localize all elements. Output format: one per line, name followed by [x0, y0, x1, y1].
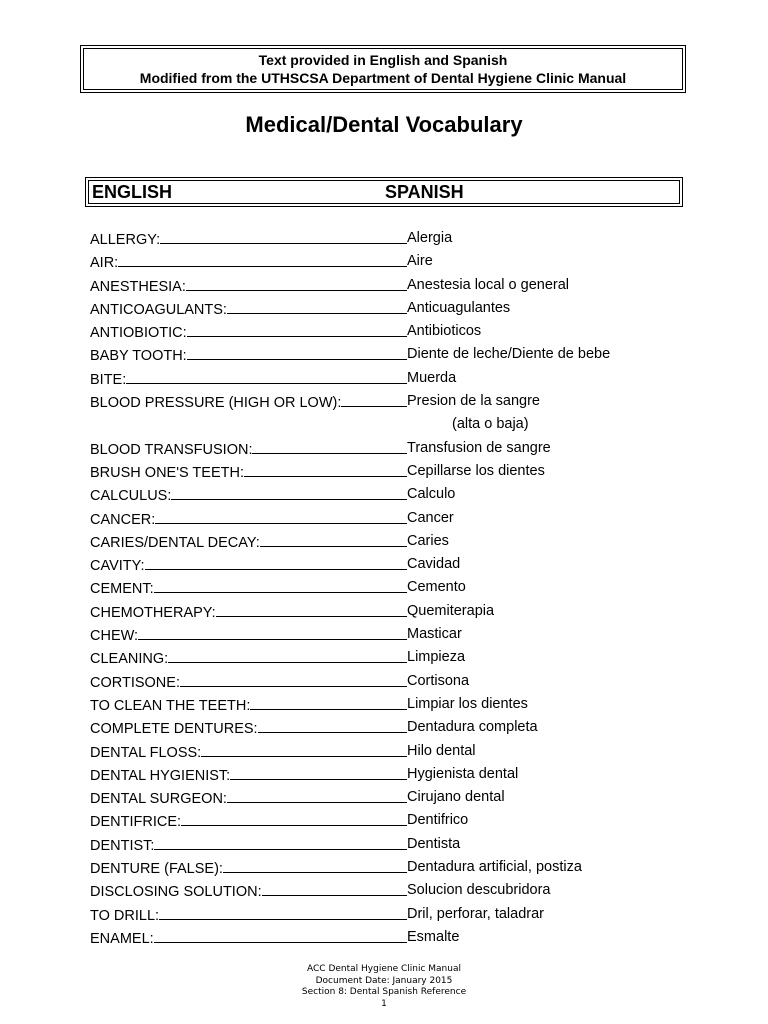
vocab-row — [90, 274, 690, 297]
vocab-row — [90, 553, 690, 576]
vocab-row — [90, 367, 690, 390]
vocab-english-cell — [90, 274, 407, 299]
vocab-row — [90, 390, 690, 437]
vocab-english-term: BLOOD PRESSURE (HIGH OR LOW): — [90, 392, 341, 415]
vocab-english-term: BITE: — [90, 369, 126, 392]
vocab-english-cell — [90, 343, 407, 368]
vocab-english-term: ANTIOBIOTIC: — [90, 322, 187, 345]
vocab-row — [90, 833, 690, 856]
vocab-list — [90, 227, 690, 949]
header-english: ENGLISH — [92, 182, 173, 202]
page-title: Medical/Dental Vocabulary — [245, 112, 523, 137]
vocab-row — [90, 693, 690, 716]
vocab-english-cell — [90, 833, 407, 858]
vocab-english-term: CORTISONE: — [90, 672, 180, 695]
notice-inner — [83, 48, 683, 90]
vocab-spanish-term: Calculo — [407, 486, 456, 503]
fill-in-line — [145, 553, 407, 570]
vocab-spanish-continuation: (alta o baja) — [452, 416, 529, 433]
vocab-spanish-term: Limpieza — [407, 649, 466, 666]
vocab-english-term: DENTURE (FALSE): — [90, 858, 223, 881]
vocab-row — [90, 600, 690, 623]
notice-line-2: Modified from the UTHSCSA Department of Dental Hygiene Clinic Manual — [139, 70, 627, 86]
vocab-spanish-term: Dentadura completa — [407, 719, 538, 736]
footer-date: Document Date: January 2015 — [315, 975, 453, 986]
vocab-spanish-term: Presion de la sangre — [407, 393, 540, 410]
vocab-row — [90, 879, 690, 902]
fill-in-line — [216, 600, 407, 617]
vocab-english-cell — [90, 670, 407, 695]
fill-in-line — [230, 763, 407, 780]
fill-in-line — [341, 390, 407, 407]
vocab-english-term: BABY TOOTH: — [90, 345, 187, 368]
vocab-row — [90, 576, 690, 599]
vocab-english-term: CALCULUS: — [90, 485, 171, 508]
fill-in-line — [180, 670, 407, 687]
vocab-english-term: ANTICOAGULANTS: — [90, 299, 227, 322]
fill-in-line — [138, 623, 407, 640]
vocab-spanish-term: Cepillarse los dientes — [407, 462, 545, 479]
vocab-english-term: COMPLETE DENTURES: — [90, 718, 258, 741]
fill-in-line — [155, 507, 407, 524]
vocab-english-term: CHEW: — [90, 625, 138, 648]
footer-manual: ACC Dental Hygiene Clinic Manual — [307, 964, 461, 974]
vocab-english-cell — [90, 926, 407, 951]
vocab-english-term: DENTIFRICE: — [90, 811, 181, 834]
vocab-row — [90, 809, 690, 832]
fill-in-line — [181, 809, 407, 826]
vocab-spanish-term: Quemiterapia — [407, 602, 495, 619]
vocab-row — [90, 670, 690, 693]
vocab-row — [90, 320, 690, 343]
vocab-english-cell — [90, 576, 407, 601]
fill-in-line — [118, 250, 407, 267]
vocab-spanish-term: Alergia — [407, 230, 453, 246]
fill-in-line — [201, 740, 407, 757]
vocab-english-cell — [90, 763, 407, 788]
vocab-english-cell — [90, 437, 407, 462]
vocab-english-cell — [90, 716, 407, 741]
vocab-row — [90, 507, 690, 530]
vocab-row — [90, 437, 690, 460]
vocab-row — [90, 250, 690, 273]
notice-line-1: Text provided in English and Spanish — [258, 52, 508, 68]
vocab-row — [90, 227, 690, 250]
fill-in-line — [227, 786, 407, 803]
fill-in-line — [252, 437, 407, 454]
vocab-spanish-term: Esmalte — [407, 928, 460, 945]
vocab-row — [90, 483, 690, 506]
vocab-english-cell — [90, 646, 407, 671]
vocab-english-term: ALLERGY: — [90, 229, 160, 252]
vocab-english-term: CEMENT: — [90, 578, 154, 601]
vocab-row — [90, 297, 690, 320]
vocab-english-term: DENTAL SURGEON: — [90, 788, 227, 811]
vocab-row — [90, 740, 690, 763]
fill-in-line — [154, 576, 407, 593]
vocab-row — [90, 856, 690, 879]
vocab-english-term: ENAMEL: — [90, 928, 154, 951]
fill-in-line — [171, 483, 407, 500]
vocab-row — [90, 343, 690, 366]
vocab-spanish-term: Cavidad — [407, 556, 461, 573]
vocab-row — [90, 763, 690, 786]
vocab-english-cell — [90, 903, 407, 928]
vocab-english-term: CAVITY: — [90, 555, 145, 578]
vocab-english-cell — [90, 390, 407, 415]
footer-section: Section 8: Dental Spanish Reference — [301, 987, 467, 997]
vocab-spanish-term: Solucion descubridora — [407, 882, 551, 899]
vocab-spanish-term: Transfusion de sangre — [407, 439, 551, 456]
vocab-english-cell — [90, 600, 407, 625]
vocab-spanish-term: Dentifrico — [407, 812, 469, 829]
vocab-spanish-term: Hilo dental — [407, 742, 476, 759]
fill-in-line — [260, 530, 407, 547]
vocab-spanish-term: Dril, perforar, taladrar — [407, 905, 544, 922]
table-header-inner — [88, 180, 680, 204]
vocab-english-cell — [90, 320, 407, 345]
vocab-spanish-term: Antibioticos — [407, 323, 482, 340]
vocab-spanish-term: Cortisona — [407, 672, 470, 689]
notice-box — [80, 45, 686, 93]
vocab-row — [90, 460, 690, 483]
vocab-english-cell — [90, 460, 407, 485]
vocab-english-cell — [90, 856, 407, 881]
fill-in-line — [168, 646, 407, 663]
vocab-english-cell — [90, 693, 407, 718]
vocab-english-term: TO CLEAN THE TEETH: — [90, 695, 250, 718]
fill-in-line — [227, 297, 407, 314]
vocab-english-term: BRUSH ONE'S TEETH: — [90, 462, 244, 485]
vocab-english-term: DENTIST: — [90, 835, 154, 858]
fill-in-line — [154, 833, 407, 850]
vocab-spanish-term: Limpiar los dientes — [407, 695, 528, 712]
vocab-english-term: ANESTHESIA: — [90, 276, 186, 299]
vocab-english-term: BLOOD TRANSFUSION: — [90, 439, 252, 462]
vocab-spanish-term: Cancer — [407, 509, 454, 526]
vocab-spanish-term: Dentista — [407, 835, 461, 852]
vocab-row — [90, 646, 690, 669]
vocab-english-term: DENTAL HYGIENIST: — [90, 765, 230, 788]
vocab-spanish-term: Masticar — [407, 626, 462, 643]
fill-in-line — [244, 460, 407, 477]
fill-in-line — [126, 367, 407, 384]
vocab-english-cell — [90, 623, 407, 648]
vocab-spanish-term: Dentadura artificial, postiza — [407, 859, 582, 876]
vocab-spanish-term: Anticuagulantes — [407, 299, 511, 316]
vocab-row — [90, 926, 690, 949]
vocab-spanish-term: Cirujano dental — [407, 789, 505, 806]
vocab-row — [90, 623, 690, 646]
vocab-spanish-term: Cemento — [407, 579, 466, 596]
header-spanish: SPANISH — [385, 182, 464, 202]
fill-in-line — [262, 879, 407, 896]
vocab-spanish-term: Aire — [407, 253, 433, 270]
vocab-english-term: DISCLOSING SOLUTION: — [90, 881, 262, 904]
vocab-english-cell — [90, 367, 407, 392]
table-header — [85, 177, 683, 207]
vocab-english-cell — [90, 507, 407, 532]
fill-in-line — [250, 693, 407, 710]
vocab-english-cell — [90, 297, 407, 322]
vocab-english-term: CARIES/DENTAL DECAY: — [90, 532, 260, 555]
fill-in-line — [160, 227, 407, 244]
fill-in-line — [187, 320, 407, 337]
page-footer — [0, 964, 768, 1010]
vocab-english-term: CLEANING: — [90, 648, 168, 671]
vocab-english-term: AIR: — [90, 252, 118, 275]
vocab-english-cell — [90, 809, 407, 834]
vocab-spanish-term: Diente de leche/Diente de bebe — [407, 346, 611, 363]
fill-in-line — [258, 716, 407, 733]
vocab-english-cell — [90, 786, 407, 811]
vocab-english-cell — [90, 553, 407, 578]
vocab-english-cell — [90, 250, 407, 275]
vocab-english-cell — [90, 740, 407, 765]
fill-in-line — [159, 903, 407, 920]
fill-in-line — [186, 274, 407, 291]
fill-in-line — [154, 926, 407, 943]
page-number: 1 — [381, 998, 387, 1009]
vocab-english-cell — [90, 879, 407, 904]
vocab-english-term: DENTAL FLOSS: — [90, 742, 201, 765]
vocab-row — [90, 903, 690, 926]
vocab-spanish-term: Muerda — [407, 369, 457, 386]
vocab-row — [90, 716, 690, 739]
vocab-english-cell — [90, 227, 407, 252]
vocab-spanish-term: Anestesia local o general — [407, 276, 570, 293]
vocab-english-term: CHEMOTHERAPY: — [90, 602, 216, 625]
vocab-spanish-term: Caries — [407, 532, 449, 549]
fill-in-line — [223, 856, 407, 873]
vocab-row — [90, 530, 690, 553]
vocab-english-term: TO DRILL: — [90, 905, 159, 928]
vocab-english-term: CANCER: — [90, 509, 155, 532]
fill-in-line — [187, 343, 407, 360]
vocab-row — [90, 786, 690, 809]
vocab-spanish-term: Hygienista dental — [407, 765, 519, 782]
vocab-english-cell — [90, 530, 407, 555]
vocab-english-cell — [90, 483, 407, 508]
